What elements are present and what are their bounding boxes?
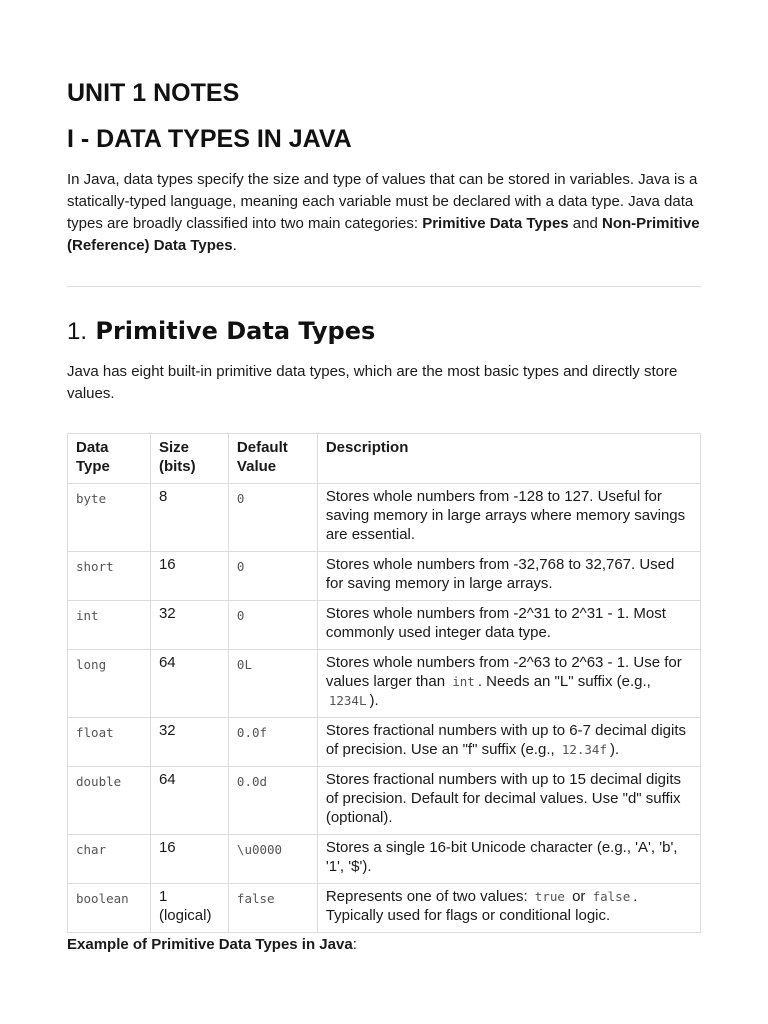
cell-description: Stores whole numbers from -32,768 to 32,767. Used for saving memory in large arrays. <box>317 552 700 601</box>
cell-default: \u0000 <box>228 835 317 884</box>
heading-number: 1. <box>67 318 88 345</box>
cell-default: 0 <box>228 552 317 601</box>
cell-description: Stores fractional numbers with up to 15 decimal digits of precision. Default for decimal values. Use "d" suffix (optional). <box>317 767 700 835</box>
cell-default: 0 <box>228 601 317 650</box>
header-size: Size (bits) <box>150 434 228 484</box>
intro-paragraph <box>67 169 701 257</box>
cell-default: 0.0f <box>228 718 317 767</box>
cell-size: 32 <box>150 718 228 767</box>
example-label <box>67 934 357 956</box>
desc-text: or <box>572 888 586 905</box>
cell-default: 0.0d <box>228 767 317 835</box>
cell-size: 64 <box>150 767 228 835</box>
cell-default: false <box>228 884 317 933</box>
cell-type: byte <box>68 484 151 552</box>
desc-text: . Typically used for flags or conditional logic. <box>325 888 638 924</box>
cell-size: 64 <box>150 650 228 718</box>
table-row <box>68 767 701 835</box>
cell-description <box>317 884 700 933</box>
inline-code: int <box>452 674 475 689</box>
desc-text: . Needs an "L" suffix (e.g., <box>477 673 651 690</box>
cell-description: Stores a single 16-bit Unicode character (e.g., 'A', 'b', '1', '$'). <box>317 835 700 884</box>
cell-type: int <box>68 601 151 650</box>
cell-size: 1 (logical) <box>150 884 228 933</box>
intro-text: and <box>568 215 603 232</box>
primitive-types-table <box>67 433 701 933</box>
example-bold: Example of Primitive Data Types in Java <box>67 936 353 953</box>
intro-bold-primitive: Primitive Data Types <box>422 215 569 232</box>
header-default: Default Value <box>228 434 317 484</box>
cell-type: boolean <box>68 884 151 933</box>
desc-text: Represents one of two values: <box>325 888 532 905</box>
heading-text: Primitive Data Types <box>95 317 376 345</box>
cell-size: 8 <box>150 484 228 552</box>
header-data-type: Data Type <box>68 434 151 484</box>
cell-default: 0 <box>228 484 317 552</box>
cell-size: 32 <box>150 601 228 650</box>
cell-size: 16 <box>150 552 228 601</box>
inline-code: 12.34f <box>561 742 607 757</box>
table-row <box>68 884 701 933</box>
cell-description: Stores whole numbers from -2^31 to 2^31 - 1. Most commonly used integer data type. <box>317 601 700 650</box>
table-row <box>68 650 701 718</box>
desc-text: ). <box>369 692 379 709</box>
desc-text: Stores whole numbers from -2^63 to 2^63 - 1. Use for values larger than <box>325 654 682 690</box>
cell-type: long <box>68 650 151 718</box>
cell-type: double <box>68 767 151 835</box>
cell-type: float <box>68 718 151 767</box>
cell-type: short <box>68 552 151 601</box>
cell-description <box>317 650 700 718</box>
cell-description: Stores whole numbers from -128 to 127. Useful for saving memory in large arrays where memory savings are essential. <box>317 484 700 552</box>
desc-text: ). <box>609 741 620 758</box>
cell-size: 16 <box>150 835 228 884</box>
section-title: I - DATA TYPES IN JAVA <box>67 125 352 153</box>
desc-text: Stores fractional numbers with up to 6-7 decimal digits of precision. Use an "f" suffix (e.g., <box>325 722 687 758</box>
primitive-heading <box>67 316 375 347</box>
inline-code: false <box>592 889 631 904</box>
example-suffix: : <box>352 936 357 953</box>
table-row <box>68 718 701 767</box>
inline-code: true <box>534 889 565 904</box>
unit-title: UNIT 1 NOTES <box>67 79 240 107</box>
table-row <box>68 484 701 552</box>
cell-description <box>317 718 700 767</box>
cell-default: 0L <box>228 650 317 718</box>
table-row <box>68 552 701 601</box>
intro-bold-nonprimitive: Non-Primitive (Reference) Data Types <box>67 215 700 254</box>
primitive-paragraph: Java has eight built-in primitive data types, which are the most basic types and directly store values. <box>67 363 678 402</box>
inline-code: 1234L <box>328 693 367 708</box>
intro-text: In Java, data types specify the size and type of values that can be stored in variables. Java is a statically-typed language, meaning each variable must be declared with a data type. Java data types are broadly classified into two main categories: <box>67 171 698 232</box>
horizontal-divider <box>67 286 701 287</box>
table-row <box>68 835 701 884</box>
intro-text: . <box>232 237 237 254</box>
cell-type: char <box>68 835 151 884</box>
header-description: Description <box>317 434 700 484</box>
table-header-row <box>68 434 701 484</box>
table-row <box>68 601 701 650</box>
